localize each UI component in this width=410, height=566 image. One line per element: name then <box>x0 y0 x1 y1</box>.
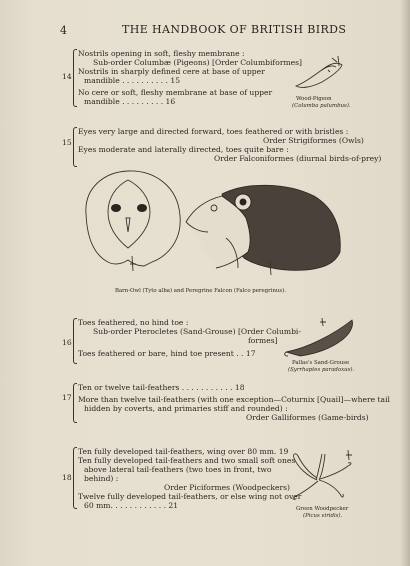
brace-17 <box>73 383 77 423</box>
couplet-15-line-2: Order Strigiformes (Owls) <box>263 136 364 145</box>
page-number: 4 <box>60 24 67 37</box>
brace-18 <box>73 447 77 509</box>
peregrine-falcon-head-illustration <box>186 178 346 276</box>
couplet-17-line-4: Order Galliformes (Game-birds) <box>246 413 369 422</box>
couplet-17-line-2: More than twelve tail-feathers (with one exception—Coturnix [Quail]—where tail <box>78 395 390 404</box>
couplet-14-line-1: Nostrils opening in soft, fleshy membrane : <box>78 49 245 58</box>
wood-pigeon-caption-2: (Columba palumbus). <box>292 103 351 109</box>
couplet-17-line-3: hidden by coverts, and primaries stiff and rounded) : <box>84 404 288 413</box>
couplet-18-line-6: Twelve fully developed tail-feathers, or else wing not over <box>78 492 302 501</box>
barn-owl-head-illustration <box>78 168 186 273</box>
owl-falcon-caption: Barn-Owl (Tyto alba) and Peregrine Falcon (Falco peregrinus). <box>115 288 286 294</box>
couplet-14-line-6: mandible . . . . . . . . . 16 <box>84 97 176 106</box>
couplet-17-line-1: Ten or twelve tail-feathers . . . . . . . . . . . 18 <box>78 383 245 392</box>
brace-16 <box>73 318 77 364</box>
brace-14 <box>73 49 77 107</box>
sand-grouse-foot-illustration <box>282 314 358 358</box>
key-number-14: 14 <box>62 72 72 81</box>
couplet-18-line-1: Ten fully developed tail-feathers, wing over 80 mm. 19 <box>78 447 289 456</box>
wood-pigeon-caption-1: Wood-Pigeon <box>296 96 332 102</box>
sand-grouse-caption-2: (Syrrhaptes paradoxus). <box>288 367 355 373</box>
couplet-18-line-4: behind) : <box>84 474 119 483</box>
brace-15 <box>73 127 77 167</box>
couplet-16-line-4: Toes feathered or bare, hind toe present . . 17 <box>78 349 256 358</box>
couplet-15-line-1: Eyes very large and directed forward, toes feathered or with bristles : <box>78 127 349 136</box>
couplet-18-line-2: Ten fully developed tail-feathers and two small soft ones <box>78 456 296 465</box>
woodpecker-caption-2: (Picus viridis). <box>303 513 343 519</box>
couplet-15-line-4: Order Falconiformes (diurnal birds-of-prey) <box>214 154 382 163</box>
key-number-15: 15 <box>62 138 72 147</box>
couplet-14-line-3: Nostrils in sharply defined cere at base of upper <box>78 67 265 76</box>
page-title: THE HANDBOOK OF BRITISH BIRDS <box>122 23 347 36</box>
key-number-18: 18 <box>62 473 72 482</box>
couplet-18-line-7: 60 mm. . . . . . . . . . . . 21 <box>84 501 179 510</box>
key-number-16: 16 <box>62 338 72 347</box>
couplet-16-line-1: Toes feathered, no hind toe : <box>78 318 189 327</box>
green-woodpecker-foot-illustration <box>286 446 358 502</box>
sand-grouse-caption-1: Pallas's Sand-Grouse <box>292 360 350 366</box>
couplet-16-line-2: Sub-order Pterocletes (Sand-Grouse) [Order Columbi- <box>93 327 301 336</box>
couplet-18-line-3: above lateral tail-feathers (two toes in front, two <box>84 465 272 474</box>
couplet-15-line-3: Eyes moderate and laterally directed, toes quite bare : <box>78 145 289 154</box>
wood-pigeon-bill-illustration <box>292 52 352 94</box>
couplet-16-line-3: formes] <box>248 336 278 345</box>
couplet-14-line-2: Sub-order Columbæ (Pigeons) [Order Columbiformes] <box>93 58 303 67</box>
couplet-18-line-5: Order Piciformes (Woodpeckers) <box>164 483 290 492</box>
key-number-17: 17 <box>62 393 72 402</box>
couplet-14-line-5: No cere or soft, fleshy membrane at base of upper <box>78 88 273 97</box>
couplet-14-line-4: mandible . . . . . . . . . . 15 <box>84 76 181 85</box>
woodpecker-caption-1: Green Woodpecker <box>296 506 349 512</box>
